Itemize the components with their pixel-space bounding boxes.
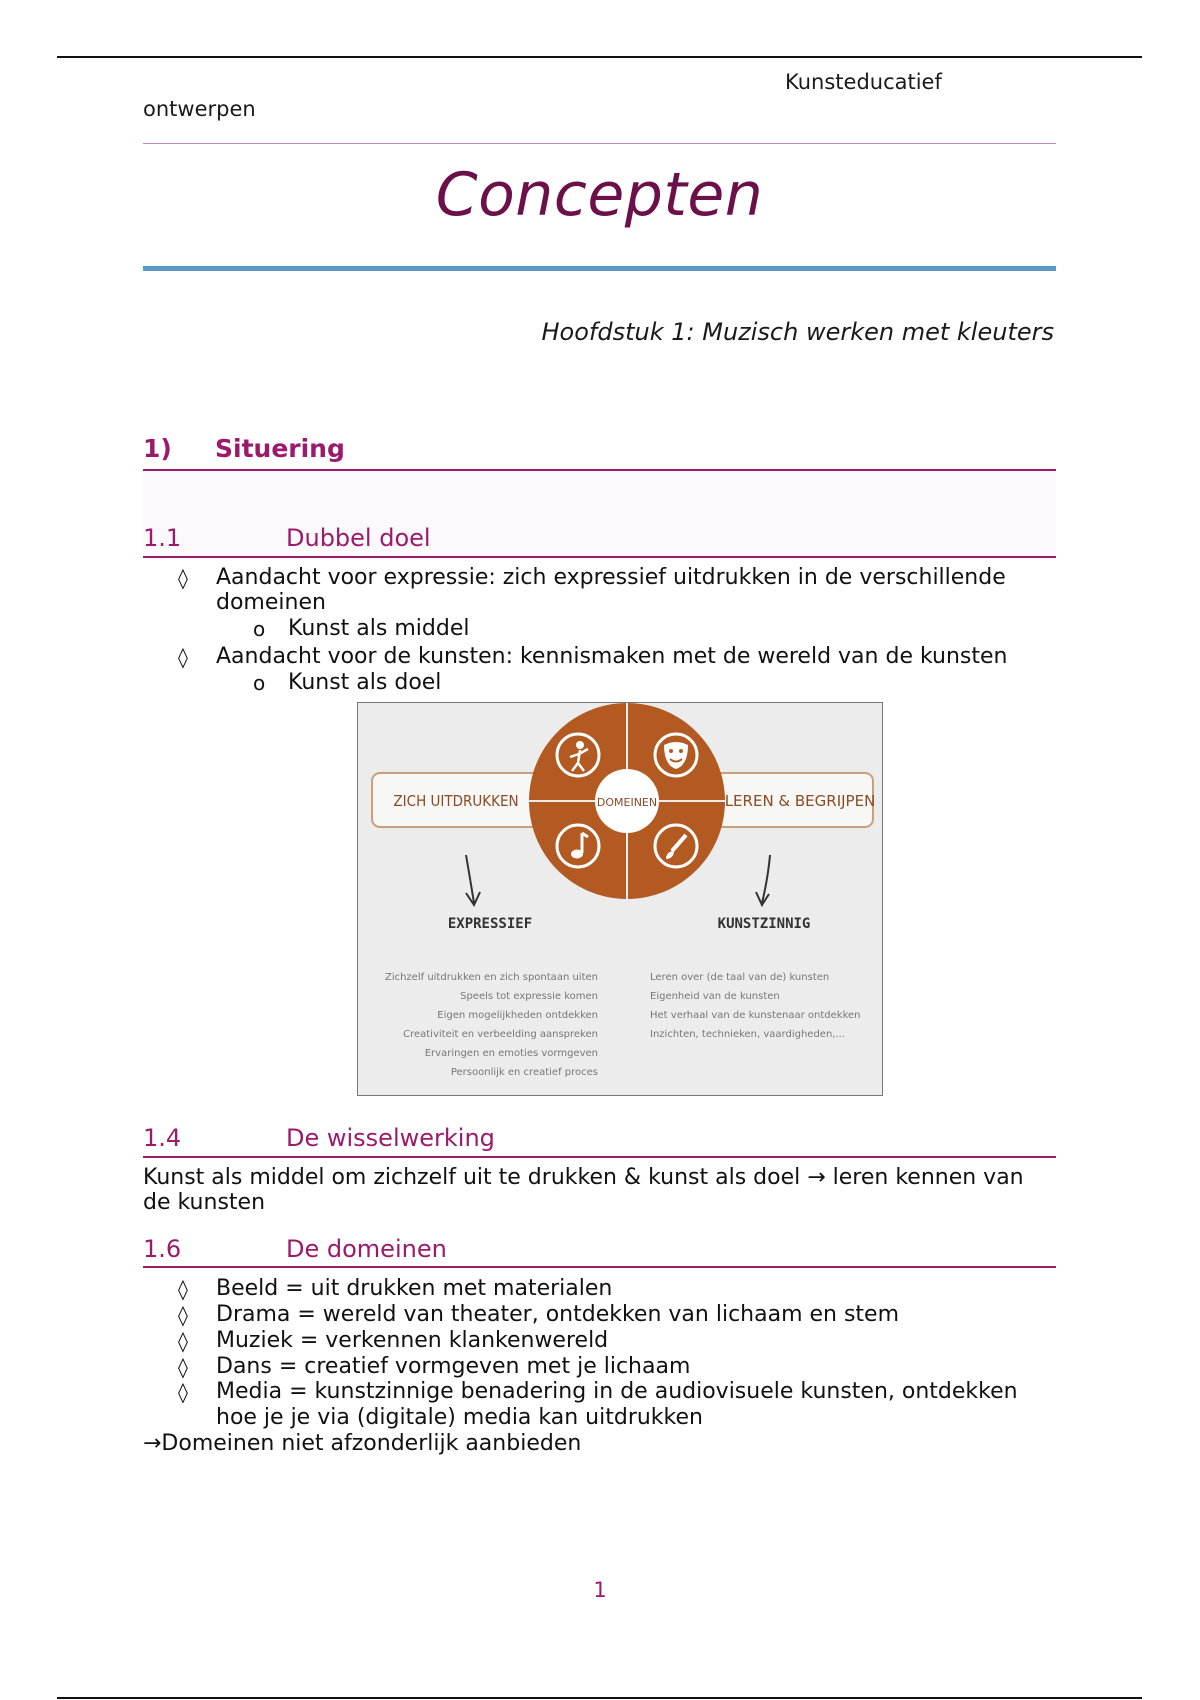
diamond-bullet: ◊ [178,1277,188,1301]
sub-bullet-text: Kunst als doel [288,670,442,695]
header-left-text: ontwerpen [143,97,256,121]
right-item: Het verhaal van de kunstenaar ontdekken [650,1010,861,1021]
diamond-bullet: ◊ [178,1303,188,1327]
heading-text: Dubbel doel [286,524,431,552]
left-item: Creativiteit en verbeelding aanspreken [403,1029,598,1040]
page-number: 1 [593,1578,607,1602]
heading-underline [143,1266,1056,1268]
heading-text: De domeinen [286,1235,447,1263]
left-label: ZICH UITDRUKKEN [393,792,519,810]
title-underline-bar [143,266,1056,271]
left-item: Ervaringen en emoties vormgeven [424,1048,598,1059]
heading-dubbel-doel [143,524,1056,552]
bottom-rule [57,1697,1142,1699]
paragraph-line: de kunsten [143,1190,266,1215]
list-item: Media = kunstzinnige benadering in de audiovisuele kunsten, ontdekken [216,1379,1018,1404]
right-label: LEREN & BEGRIJPEN [724,792,876,810]
heading-number: 1.4 [143,1124,182,1152]
diamond-bullet: ◊ [178,1380,188,1404]
right-heading: KUNSTZINNIG [717,916,811,932]
heading-underline [143,556,1056,558]
right-arrow-icon [756,855,770,905]
center-label: DOMEINEN [596,796,658,809]
left-arrow-icon [466,855,480,905]
heading-domeinen [143,1235,1056,1263]
list-item: Muziek = verkennen klankenwereld [216,1328,609,1353]
domains-diagram [358,703,882,1095]
conclusion-line: →Domeinen niet afzonderlijk aanbieden [143,1431,582,1456]
right-item: Eigenheid van de kunsten [650,991,780,1002]
list-item: Drama = wereld van theater, ontdekken van lichaam en stem [216,1302,900,1327]
diamond-bullet: ◊ [178,1355,188,1379]
domains-figure [357,702,883,1096]
diamond-bullet: ◊ [178,645,188,669]
right-item: Inzichten, technieken, vaardigheden,... [650,1029,846,1040]
document-title: Concepten [435,160,764,230]
left-item: Persoonlijk en creatief proces [450,1067,598,1078]
circle-bullet: o [253,671,266,695]
heading-wisselwerking [143,1124,1056,1152]
header-divider [143,143,1056,144]
heading-number: 1.6 [143,1235,182,1263]
heading-text: Situering [215,434,345,463]
circle-bullet: o [253,617,266,641]
header-right-text: Kunsteducatief [785,70,942,94]
list-item-cont: hoe je je via (digitale) media kan uitdrukken [216,1405,703,1430]
list-item: Dans = creatief vormgeven met je lichaam [216,1354,691,1379]
document-subtitle: Hoofdstuk 1: Muzisch werken met kleuters [541,318,1054,346]
heading-underline [143,1156,1056,1158]
diamond-bullet: ◊ [178,1329,188,1353]
bullet-text-cont: domeinen [216,590,326,615]
heading-number: 1.1 [143,524,182,552]
left-item: Speels tot expressie komen [460,991,598,1002]
bullet-text: Aandacht voor de kunsten: kennismaken met de wereld van de kunsten [216,644,1008,669]
heading-number: 1) [143,434,172,463]
right-item: Leren over (de taal van de) kunsten [650,972,830,983]
top-rule [57,56,1142,58]
heading-situering [143,434,1056,463]
left-item: Eigen mogelijkheden ontdekken [437,1010,598,1021]
sub-bullet-text: Kunst als middel [288,616,470,641]
heading-text: De wisselwerking [286,1124,495,1152]
left-item: Zichzelf uitdrukken en zich spontaan uiten [384,972,598,983]
paragraph-line: Kunst als middel om zichzelf uit te drukken & kunst als doel → leren kennen van [143,1165,1024,1190]
diamond-bullet: ◊ [178,566,188,590]
list-item: Beeld = uit drukken met materialen [216,1276,613,1301]
left-heading: EXPRESSIEF [447,916,533,932]
bullet-text: Aandacht voor expressie: zich expressief uitdrukken in de verschillende [216,565,1006,590]
